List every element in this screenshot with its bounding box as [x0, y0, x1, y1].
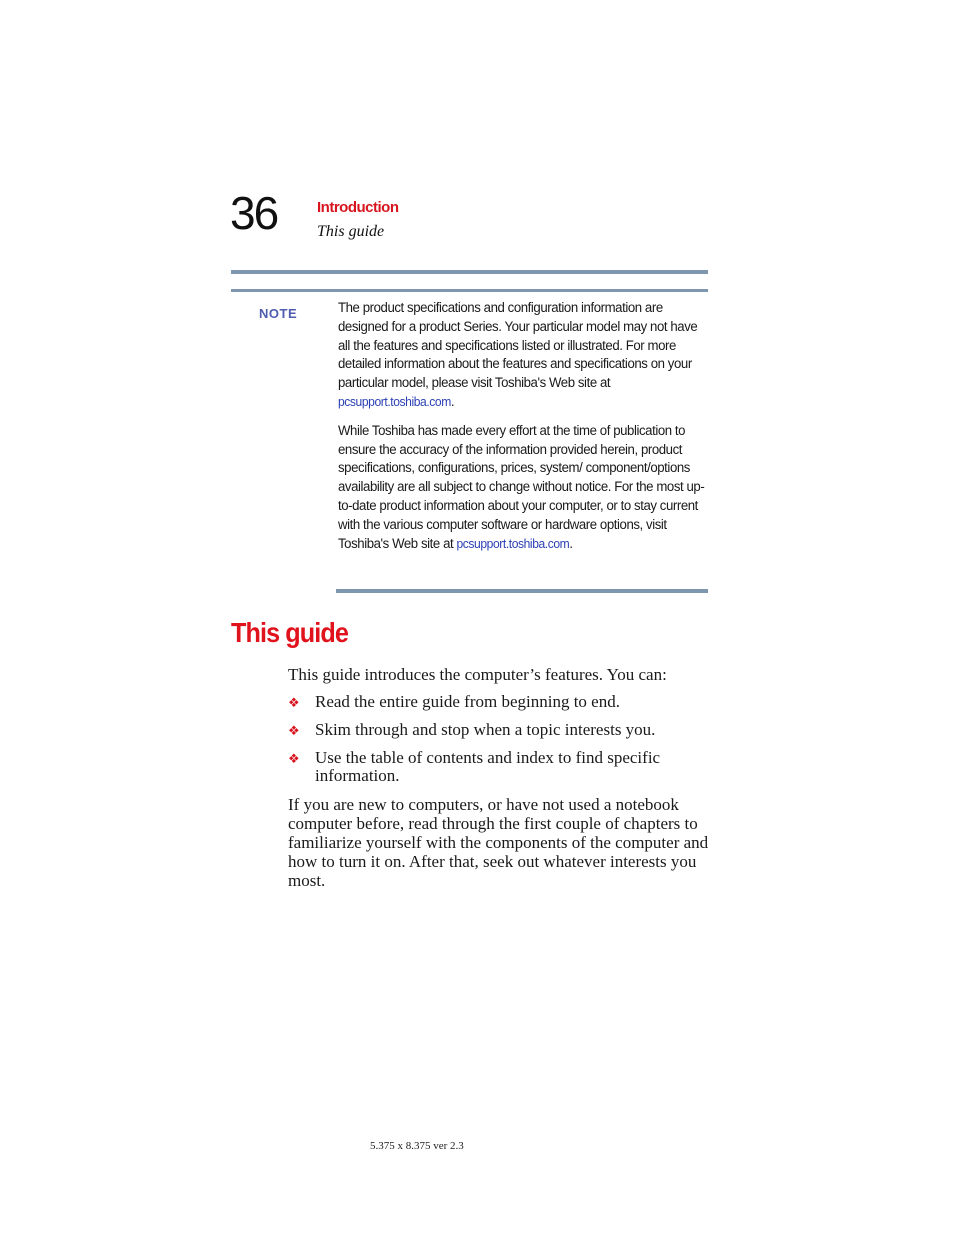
note-body	[338, 299, 705, 563]
note-paragraph-2-end: .	[569, 535, 573, 552]
list-item-text: Use the table of contents and index to find specific information.	[315, 748, 661, 785]
support-link-1[interactable]: pcsupport.toshiba.com	[338, 393, 451, 409]
note-paragraph-2	[338, 422, 710, 554]
note-paragraph-2-text: While Toshiba has made every effort at the time of publication to ensure the accuracy of the information provided herein, product specifications, configurations, prices, system/ component/options availability are all subject to change without notice. For the most up-to-date product information about your computer, or to stay current with the various computer software or hardware options, visit Toshiba's Web site at	[338, 422, 705, 552]
note-paragraph-1-end: .	[450, 393, 455, 410]
note-label: NOTE	[259, 306, 298, 321]
closing-paragraph: If you are new to computers, or have not used a notebook computer before, read through the first couple of chapters to familiarize yourself with the components of the computer and how to turn it on. After that, seek out whatever interests you most.	[288, 795, 709, 890]
diamond-bullet-icon: ❖	[288, 695, 300, 710]
page-title: This guide	[231, 617, 348, 648]
list-item	[288, 749, 688, 785]
diamond-bullet-icon: ❖	[288, 723, 300, 738]
diamond-bullet-icon: ❖	[288, 751, 300, 766]
list-item-text: Skim through and stop when a topic interests you.	[315, 720, 656, 739]
list-item	[288, 721, 708, 739]
section-title: This guide	[317, 223, 385, 240]
note-paragraph-1	[338, 299, 710, 412]
chapter-title: Introduction	[317, 199, 399, 216]
page-number: 36	[230, 187, 278, 239]
divider-note-bottom	[336, 589, 708, 593]
note-paragraph-1-text: The product specifications and configuration information are designed for a product Series. Your particular model may not have all the features and specifications listed or illustrated. For more detailed information about the features and specifications on your particular model, please visit Toshiba's Web site at	[338, 300, 698, 392]
support-link-2[interactable]: pcsupport.toshiba.com	[456, 535, 570, 551]
divider-top	[231, 270, 708, 274]
list-item	[288, 693, 708, 711]
footer-version: 5.375 x 8.375 ver 2.3	[370, 1140, 464, 1152]
divider-note-top	[231, 289, 708, 292]
list-item-text: Read the entire guide from beginning to end.	[315, 692, 620, 711]
intro-text: This guide introduces the computer’s features. You can:	[288, 665, 667, 684]
